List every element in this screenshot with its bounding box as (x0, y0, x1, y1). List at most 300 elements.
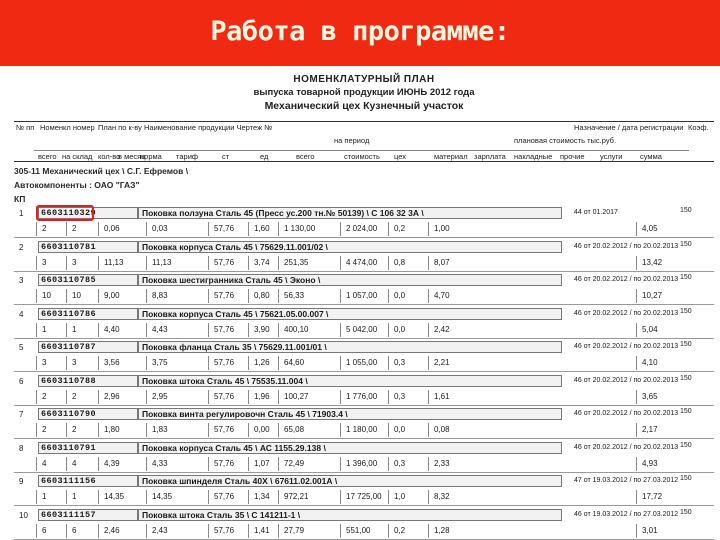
row-value: 3 (42, 358, 47, 367)
cell-divider (278, 256, 279, 270)
row-header-line (14, 340, 714, 354)
subheader-15: услуги (600, 152, 623, 161)
row-separator (14, 438, 714, 439)
row-separator (14, 271, 714, 272)
row-value: 3,01 (642, 525, 658, 535)
row-value: 57,76 (214, 324, 235, 334)
row-header-line (14, 441, 714, 455)
subheader-3: в месяц (118, 152, 146, 161)
row-value: 2 024,00 (346, 224, 378, 233)
cell-divider (248, 390, 249, 404)
product-name[interactable]: Поковка штока Сталь 45 \ 75535.11.004 \ (138, 375, 562, 387)
row-value: 1,61 (434, 391, 450, 401)
row-value: 1,83 (152, 425, 168, 434)
row-value: 2,96 (104, 391, 120, 401)
nomenclature-code[interactable]: 6603110329 (38, 207, 138, 219)
cell-divider (36, 289, 37, 303)
row-value: 4 (42, 458, 47, 468)
row-value: 11,13 (104, 257, 124, 267)
subheader-13: накладные (514, 152, 553, 161)
row-values-line (14, 289, 714, 303)
row-value: 0,08 (434, 425, 450, 434)
row-value: 0,80 (254, 291, 270, 300)
row-value: 1,41 (254, 525, 270, 535)
row-value: 1 776,00 (346, 391, 378, 401)
cell-divider (340, 524, 341, 538)
table-row (14, 206, 714, 240)
nomenclature-code[interactable]: 6603110790 (38, 408, 138, 420)
group-line: Автокомпоненты : ОАО "ГАЗ" (14, 180, 140, 190)
row-value: 3,90 (254, 324, 270, 334)
registration-date: 46 от 20.02.2012 / по 20.02.2013 (574, 309, 679, 317)
cell-divider (340, 323, 341, 337)
table-row (14, 273, 714, 307)
nomenclature-code[interactable]: 6603110791 (38, 442, 138, 454)
cell-divider (98, 457, 99, 471)
highlight-frame (36, 205, 94, 221)
row-value: 3 (42, 257, 47, 267)
row-header-line (14, 240, 714, 254)
product-name[interactable]: Поковка штока Сталь 35 \ С 141211-1 \ (138, 509, 562, 521)
product-name[interactable]: Поковка ползуна Сталь 45 (Пресс ус.200 тн.№ 50139) \ С 106 32 3А \ (138, 207, 562, 219)
row-value: 6 (42, 525, 47, 535)
cell-divider (636, 457, 637, 471)
cell-divider (636, 524, 637, 538)
cell-divider (66, 289, 67, 303)
row-value: 8,83 (152, 291, 168, 300)
product-name[interactable]: Поковка шпинделя Сталь 40Х \ 67611.02.001А \ (138, 475, 562, 487)
subheader-2: кол-во (98, 152, 121, 161)
row-value: 1,00 (434, 224, 450, 233)
row-value: 2 (42, 425, 47, 434)
cell-divider (146, 356, 147, 370)
row-value: 4,05 (642, 224, 658, 233)
cell-divider (248, 256, 249, 270)
row-value: 1 180,00 (346, 425, 378, 434)
nomenclature-code[interactable]: 6603110788 (38, 375, 138, 387)
product-name[interactable]: Поковка корпуса Сталь 45 \ 75621.05.00.007 \ (138, 308, 562, 320)
row-value: 2 (72, 425, 77, 434)
cell-divider (248, 423, 249, 437)
subheader-9: стоимость (344, 152, 380, 161)
cell-divider (98, 356, 99, 370)
cell-divider (36, 390, 37, 404)
cell-divider (636, 390, 637, 404)
row-value: 57,76 (214, 391, 235, 401)
row-values-line (14, 423, 714, 437)
subheader-8: всего (296, 152, 315, 161)
cell-divider (208, 356, 209, 370)
row-value: 2,33 (434, 458, 450, 468)
row-values-line (14, 356, 714, 370)
cell-divider (340, 390, 341, 404)
cell-divider (146, 289, 147, 303)
cell-divider (98, 256, 99, 270)
cell-divider (98, 524, 99, 538)
cell-divider (36, 490, 37, 504)
cell-divider (636, 423, 637, 437)
cell-divider (208, 490, 209, 504)
row-number: 4 (19, 309, 24, 319)
nomenclature-code[interactable]: 6603111157 (38, 509, 138, 521)
product-name[interactable]: Поковка корпуса Сталь 45 \ 75629.11.001/02 \ (138, 241, 562, 253)
cell-divider (66, 390, 67, 404)
cell-divider (98, 490, 99, 504)
cell-divider (36, 256, 37, 270)
row-value: 400,10 (284, 324, 309, 334)
row-value: 1 055,00 (346, 358, 378, 367)
cell-divider (248, 222, 249, 236)
row-value: 10 (42, 291, 51, 300)
row-header-line (14, 374, 714, 388)
row-value: 4,10 (642, 358, 658, 367)
cell-divider (428, 524, 429, 538)
row-value: 0,3 (394, 358, 406, 367)
doc-title-3: Механический цех Кузнечный участок (264, 100, 464, 112)
subheader-0: всего (38, 152, 57, 161)
table-row (14, 407, 714, 441)
row-value: 8,07 (434, 257, 450, 267)
header-plan: План по к-ву (98, 123, 142, 132)
row-koef: 150 (680, 307, 692, 315)
row-separator (14, 505, 714, 506)
cell-divider (248, 356, 249, 370)
row-value: 57,76 (214, 358, 235, 367)
header-nomenk: Номенкл номер (40, 123, 95, 132)
row-value: 251,35 (284, 257, 309, 267)
cell-divider (636, 323, 637, 337)
row-values-line (14, 256, 714, 270)
cell-divider (208, 457, 209, 471)
row-value: 0,3 (394, 458, 406, 468)
row-header-line (14, 508, 714, 522)
cell-divider (278, 289, 279, 303)
row-koef: 150 (680, 274, 692, 281)
cell-divider (146, 256, 147, 270)
cell-divider (36, 323, 37, 337)
cell-divider (428, 423, 429, 437)
row-value: 72,49 (284, 458, 305, 468)
row-value: 3,65 (642, 391, 658, 401)
row-value: 64,60 (284, 358, 305, 367)
header-bottom-line (14, 161, 714, 162)
row-value: 1 057,00 (346, 291, 378, 300)
table-row (14, 307, 714, 341)
cell-divider (388, 524, 389, 538)
row-values-line (14, 323, 714, 337)
row-value: 0,2 (394, 224, 406, 233)
cell-divider (208, 289, 209, 303)
cell-divider (66, 457, 67, 471)
cell-divider (146, 457, 147, 471)
row-value: 1 (72, 492, 77, 501)
row-value: 1,0 (394, 492, 406, 501)
row-value: 100,27 (284, 391, 309, 401)
cell-divider (248, 490, 249, 504)
row-value: 5,04 (642, 324, 658, 334)
subheader-11: материал (434, 152, 468, 161)
header-top-line (14, 121, 714, 122)
cell-divider (388, 356, 389, 370)
row-value: 551,00 (346, 525, 371, 535)
cell-divider (428, 323, 429, 337)
cell-divider (208, 524, 209, 538)
cell-divider (428, 490, 429, 504)
row-value: 0,8 (394, 257, 406, 267)
cell-divider (278, 457, 279, 471)
cell-divider (340, 222, 341, 236)
header-no: № пп (16, 123, 35, 132)
cell-divider (388, 423, 389, 437)
nomenclature-code[interactable]: 6603110787 (38, 341, 138, 353)
registration-date: 46 от 20.02.2012 / по 20.02.2013 (574, 410, 679, 417)
cell-divider (278, 356, 279, 370)
cell-divider (340, 289, 341, 303)
nomenclature-code[interactable]: 6603111156 (38, 475, 138, 487)
row-value: 5 042,00 (346, 324, 378, 334)
row-value: 0,0 (394, 425, 406, 434)
row-value: 11,13 (152, 257, 172, 267)
row-value: 2 (42, 224, 47, 233)
cell-divider (36, 423, 37, 437)
cell-divider (428, 222, 429, 236)
nomenclature-code[interactable]: 6603110786 (38, 308, 138, 320)
row-value: 0,3 (394, 391, 406, 401)
cell-divider (66, 323, 67, 337)
cell-divider (146, 222, 147, 236)
row-koef: 150 (680, 374, 692, 382)
cell-divider (66, 524, 67, 538)
row-value: 2,46 (104, 525, 120, 535)
row-koef: 150 (680, 441, 692, 449)
row-separator (14, 472, 714, 473)
row-value: 17 725,00 (346, 492, 382, 501)
row-value: 3 (72, 358, 77, 367)
cell-divider (428, 256, 429, 270)
row-value: 57,76 (214, 224, 235, 233)
row-value: 14,35 (152, 492, 173, 501)
cell-divider (208, 323, 209, 337)
row-value: 3 (72, 257, 77, 267)
cell-divider (428, 390, 429, 404)
cell-divider (340, 457, 341, 471)
cell-divider (636, 289, 637, 303)
row-separator (14, 539, 714, 540)
subheader-10: цех (394, 152, 406, 161)
cell-divider (36, 356, 37, 370)
row-value: 65,08 (284, 425, 305, 434)
cell-divider (36, 524, 37, 538)
cell-divider (636, 256, 637, 270)
row-value: 2,42 (434, 324, 450, 334)
cell-divider (428, 289, 429, 303)
cell-divider (428, 356, 429, 370)
row-value: 14,35 (104, 492, 125, 501)
row-value: 0,03 (152, 224, 168, 233)
registration-date: 46 от 20.02.2012 / по 20.02.2013 (574, 343, 679, 350)
row-value: 4,70 (434, 291, 450, 300)
row-value: 8,32 (434, 492, 450, 501)
table-row (14, 374, 714, 408)
row-separator (14, 304, 714, 305)
header-plan-cost: плановая стоимость тыс.руб. (514, 136, 617, 145)
cell-divider (278, 423, 279, 437)
row-value: 972,21 (284, 492, 309, 501)
subheader-1: на склад (62, 152, 93, 161)
row-number: 5 (19, 343, 24, 352)
row-separator (14, 371, 714, 372)
row-value: 4,93 (642, 458, 658, 468)
cell-divider (98, 222, 99, 236)
row-value: 3,56 (104, 358, 120, 367)
row-value: 27,79 (284, 525, 305, 535)
cell-divider (388, 323, 389, 337)
row-value: 6 (72, 525, 77, 535)
header-registration: Назначение / дата регистрации (574, 123, 684, 132)
registration-date: 46 от 20.02.2012 / по 20.02.2013 (574, 242, 679, 250)
row-values-line (14, 457, 714, 471)
cell-divider (340, 256, 341, 270)
table-row (14, 508, 714, 540)
slide-title: Работа в программе: (210, 16, 510, 47)
row-value: 57,76 (214, 492, 235, 501)
row-value: 0,0 (394, 291, 406, 300)
cell-divider (248, 457, 249, 471)
cell-divider (340, 490, 341, 504)
header-koef: Коэф. (688, 123, 709, 132)
row-number: 6 (19, 376, 24, 386)
cell-divider (278, 222, 279, 236)
row-separator (14, 405, 714, 406)
row-value: 1,34 (254, 492, 270, 501)
cell-divider (98, 289, 99, 303)
cell-divider (66, 490, 67, 504)
row-values-line (14, 222, 714, 236)
nomenclature-code[interactable]: 6603110785 (38, 274, 138, 286)
row-value: 3,74 (254, 257, 270, 267)
cell-divider (98, 390, 99, 404)
row-header-line (14, 474, 714, 488)
product-name[interactable]: Поковка шестигранника Сталь 45 \ Эконо \ (138, 274, 562, 286)
cell-divider (388, 457, 389, 471)
cell-divider (636, 356, 637, 370)
row-koef: 150 (680, 341, 692, 348)
row-value: 2,17 (642, 425, 658, 434)
row-value: 1 396,00 (346, 458, 378, 468)
subheader-16: сумма (640, 152, 662, 161)
cell-divider (66, 222, 67, 236)
subheader-12: зарплата (474, 152, 506, 161)
cell-divider (98, 423, 99, 437)
header-mid-line (34, 150, 689, 151)
row-value: 2 (72, 391, 77, 401)
table-row (14, 441, 714, 475)
row-value: 0,0 (394, 324, 406, 334)
row-value: 10,27 (642, 291, 663, 300)
row-value: 0,06 (104, 224, 120, 233)
cell-divider (388, 490, 389, 504)
row-koef: 150 (680, 408, 692, 415)
row-value: 1 (42, 324, 47, 334)
row-value: 1,26 (254, 358, 270, 367)
cell-divider (340, 356, 341, 370)
row-value: 57,76 (214, 458, 235, 468)
registration-date: 47 от 19.03.2012 / по 27.03.2012 (574, 477, 679, 484)
registration-date: 46 от 19.03.2012 / по 27.03.2012 (574, 510, 679, 518)
registration-date: 44 от 01.2017 (574, 209, 618, 216)
product-name[interactable]: Поковка винта регулировочн Сталь 45 \ 71903.4 \ (138, 408, 562, 420)
row-header-line (14, 273, 714, 287)
row-value: 1,60 (254, 224, 270, 233)
row-number: 9 (19, 477, 24, 486)
row-number: 2 (19, 242, 24, 252)
row-value: 4,39 (104, 458, 120, 468)
row-koef: 150 (680, 207, 692, 214)
header-name: Наименование продукции Чертеж № (144, 123, 273, 132)
row-value: 4,33 (152, 458, 168, 468)
cell-divider (36, 222, 37, 236)
cell-divider (248, 289, 249, 303)
row-value: 2 (72, 224, 77, 233)
cell-divider (340, 423, 341, 437)
product-name[interactable]: Поковка корпуса Сталь 45 \ АС 1155.29.138 \ (138, 442, 562, 454)
product-name[interactable]: Поковка фланца Сталь 35 \ 75629.11.001/01 \ (138, 341, 562, 353)
row-value: 4 (72, 458, 77, 468)
registration-date: 46 от 20.02.2012 / по 20.02.2013 (574, 276, 679, 283)
row-header-line (14, 206, 714, 220)
cell-divider (208, 222, 209, 236)
subheader-14: прочие (560, 152, 585, 161)
cell-divider (208, 256, 209, 270)
cell-divider (146, 423, 147, 437)
row-value: 13,42 (642, 257, 663, 267)
cell-divider (278, 390, 279, 404)
row-value: 10 (72, 291, 81, 300)
table-row (14, 240, 714, 274)
row-value: 17,72 (642, 492, 663, 501)
row-value: 57,76 (214, 525, 235, 535)
row-value: 56,33 (284, 291, 305, 300)
kp-label: КП (14, 194, 26, 204)
row-value: 1 130,00 (284, 224, 316, 233)
row-number: 3 (19, 276, 24, 285)
row-value: 4,40 (104, 324, 120, 334)
row-value: 1,28 (434, 525, 450, 535)
row-values-line (14, 390, 714, 404)
cell-divider (428, 457, 429, 471)
nomenclature-code[interactable]: 6603110781 (38, 241, 138, 253)
row-koef: 150 (680, 475, 692, 482)
org-line: 305-11 Механический цех \ С.Г. Ефремов \ (14, 166, 189, 176)
doc-title-2: выпуска товарной продукции ИЮНЬ 2012 года (253, 87, 475, 98)
cell-divider (36, 457, 37, 471)
cell-divider (146, 490, 147, 504)
row-value: 57,76 (214, 291, 235, 300)
row-value: 9,00 (104, 291, 120, 300)
row-value: 3,75 (152, 358, 168, 367)
subheader-5: тариф (176, 152, 199, 161)
cell-divider (98, 323, 99, 337)
cell-divider (66, 256, 67, 270)
header-period: на период (334, 136, 370, 145)
row-value: 1,07 (254, 458, 270, 468)
row-koef: 150 (680, 508, 692, 516)
cell-divider (248, 524, 249, 538)
row-value: 0,2 (394, 525, 406, 535)
cell-divider (388, 289, 389, 303)
row-value: 1,96 (254, 391, 270, 401)
registration-date: 46 от 20.02.2012 / по 20.02.2013 (574, 376, 679, 384)
